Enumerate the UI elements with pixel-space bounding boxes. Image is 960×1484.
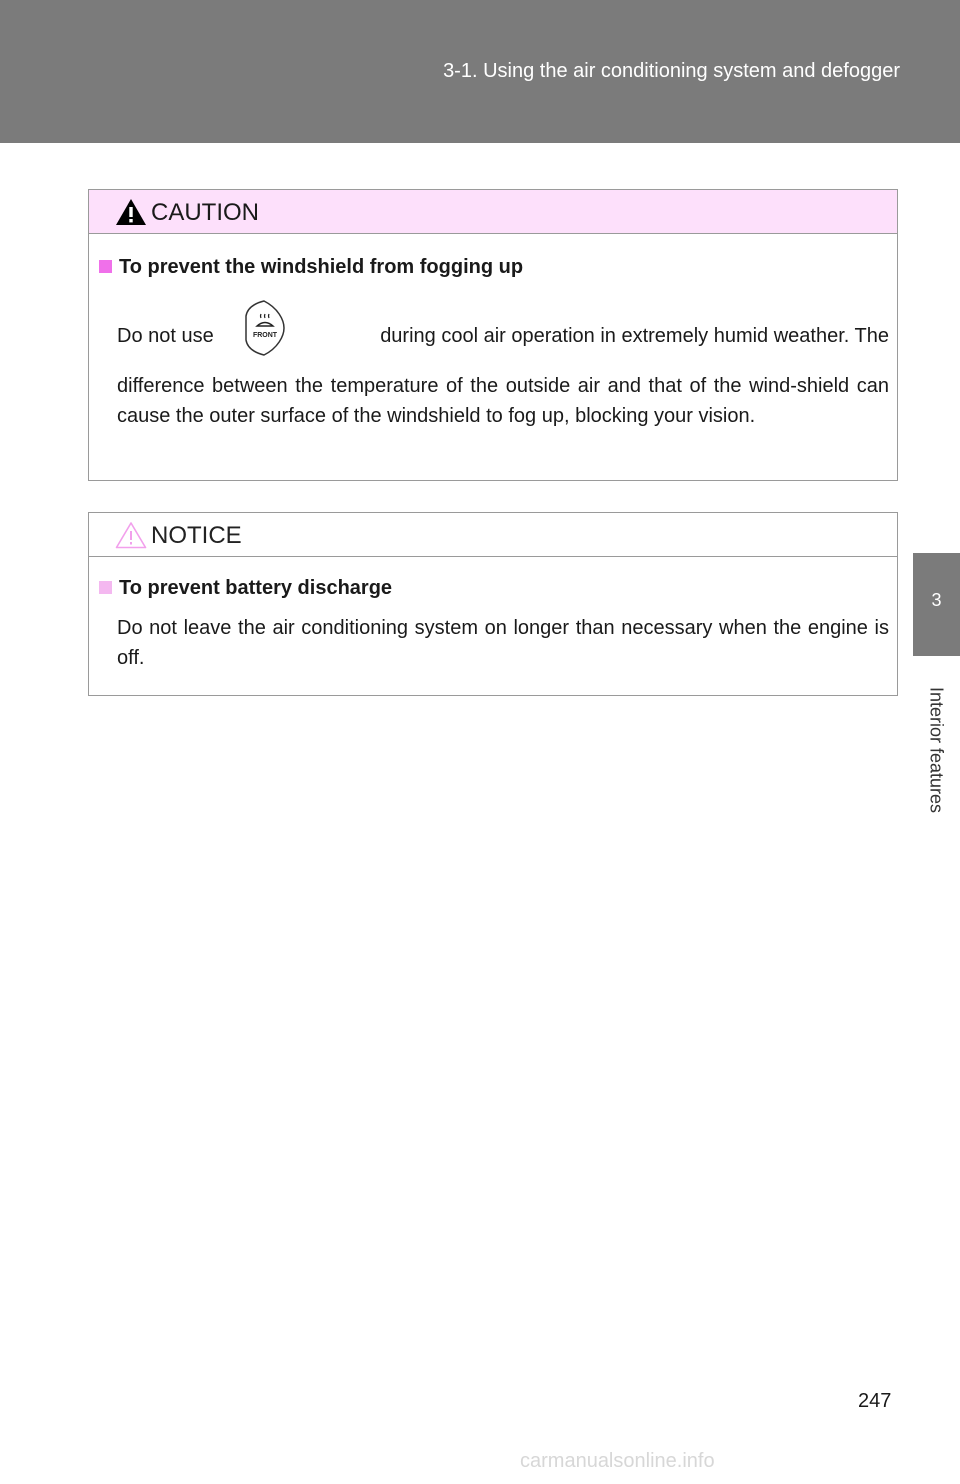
notice-section-heading: To prevent battery discharge bbox=[99, 577, 392, 600]
warning-outline-icon bbox=[114, 520, 148, 550]
chapter-number: 3 bbox=[931, 590, 942, 610]
bullet-square-icon bbox=[99, 581, 112, 594]
page-header bbox=[0, 0, 960, 143]
caution-section-heading: To prevent the windshield from fogging up bbox=[99, 256, 523, 279]
watermark: carmanualsonline.info bbox=[520, 1450, 715, 1472]
chapter-tab bbox=[913, 553, 960, 656]
svg-text:FRONT: FRONT bbox=[252, 332, 278, 339]
bullet-square-icon bbox=[99, 260, 112, 273]
notice-box bbox=[88, 512, 898, 696]
chapter-title: 3-1. Using the air conditioning system and defogger bbox=[443, 60, 900, 82]
notice-header bbox=[89, 513, 897, 557]
warning-icon bbox=[114, 197, 148, 227]
page-number: 247 bbox=[858, 1390, 892, 1412]
caution-title: CAUTION bbox=[151, 199, 259, 226]
chapter-label: Interior features bbox=[926, 686, 947, 814]
caution-text-after-icon: during cool air operation in extremely humid weather. The bbox=[380, 325, 889, 347]
caution-header bbox=[89, 190, 897, 234]
notice-body-text: Do not leave the air conditioning system on longer than necessary when the engine is off. bbox=[117, 617, 889, 669]
caution-first-line bbox=[117, 320, 889, 360]
notice-title: NOTICE bbox=[151, 522, 242, 549]
caution-box bbox=[88, 189, 898, 481]
caution-text-before-icon: Do not use bbox=[117, 325, 214, 347]
front-defroster-button-icon bbox=[242, 300, 290, 356]
caution-body-text: difference between the temperature of the outside air and that of the wind-shield can cause the outer surface of the windshield to fog up, blocking your vision. bbox=[117, 375, 889, 427]
